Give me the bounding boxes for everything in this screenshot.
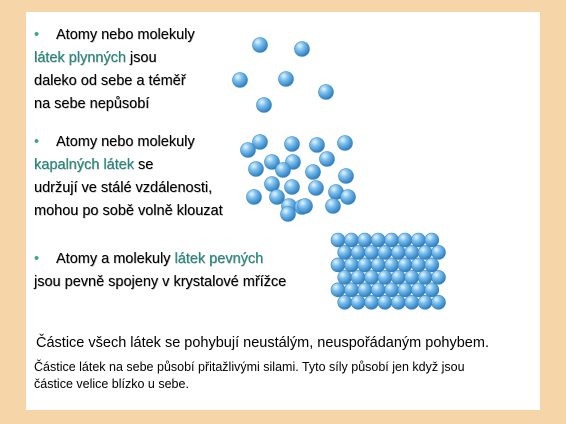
liquid-particle <box>241 143 256 158</box>
liquid-particle <box>276 163 291 178</box>
liquid-particle <box>338 136 353 151</box>
liquid-particle <box>341 190 356 205</box>
gas-particle <box>257 98 272 113</box>
liquid-particle <box>285 180 300 195</box>
liquid-particle <box>281 207 296 222</box>
solid-particle <box>425 233 439 247</box>
liquid-particle <box>309 181 324 196</box>
solid-particle <box>385 258 399 272</box>
solid-particle <box>391 295 405 309</box>
solid-highlight: látek pevných <box>174 251 264 267</box>
liquid-particle <box>298 199 313 214</box>
solid-particle <box>425 258 439 272</box>
solid-particle <box>391 245 405 259</box>
particle-illustrations <box>26 12 540 410</box>
solid-particle <box>385 233 399 247</box>
solid-particle <box>358 258 372 272</box>
solid-particle <box>398 258 412 272</box>
solid-particle <box>405 295 419 309</box>
solid-particle <box>371 233 385 247</box>
bullet-icon: • <box>34 134 40 150</box>
solid-particle <box>378 245 392 259</box>
solid-line-2: jsou pevně spojeny v krystalové mřížce <box>34 274 287 290</box>
summary-text: Částice všech látek se pohybují neustálým, neuspořádaným pohybem. <box>36 335 489 351</box>
solid-particle <box>432 295 446 309</box>
gas-line-2: látek plynných jsou <box>34 50 157 66</box>
solid-particle <box>331 233 345 247</box>
solid-particle <box>391 270 405 284</box>
liquid-particles-diagram <box>241 135 356 222</box>
solid-particle <box>398 283 412 297</box>
gas-highlight: látek plynných <box>34 50 126 66</box>
solid-particle <box>371 258 385 272</box>
liquid-particle <box>247 190 262 205</box>
liquid-particle <box>249 162 264 177</box>
solid-particle <box>411 283 425 297</box>
solid-particle <box>378 295 392 309</box>
gas-particle <box>233 73 248 88</box>
solid-particle <box>411 233 425 247</box>
solid-particle <box>411 258 425 272</box>
solid-particle <box>358 283 372 297</box>
solid-particle <box>418 245 432 259</box>
solid-particle <box>432 270 446 284</box>
gas-particle <box>253 38 268 53</box>
gas-particles-diagram <box>233 38 334 113</box>
liquid-highlight: kapalných látek <box>34 157 134 173</box>
solid-particle <box>418 295 432 309</box>
liquid-particle <box>310 138 325 153</box>
solid-particle <box>365 245 379 259</box>
liquid-line-1: • Atomy nebo molekuly <box>34 131 223 154</box>
note-line-2: částice velice blízko u sebe. <box>34 377 189 391</box>
solid-particle <box>351 245 365 259</box>
solid-lattice-diagram <box>331 233 446 309</box>
gas-line-1: • Atomy nebo molekuly <box>34 24 195 47</box>
solid-particle <box>398 233 412 247</box>
liquid-line-3: udržují ve stálé vzdálenosti, <box>34 180 213 196</box>
solid-particle <box>418 270 432 284</box>
solid-line-1: • Atomy a molekuly látek pevných <box>34 248 286 271</box>
liquid-line-2: kapalných látek se <box>34 157 154 173</box>
liquid-particle <box>285 137 300 152</box>
gas-line-3: daleko od sebe a téměř <box>34 73 186 89</box>
gas-particle <box>279 72 294 87</box>
solid-particle <box>351 270 365 284</box>
solid-particle <box>358 233 372 247</box>
solid-particle <box>331 283 345 297</box>
solid-particle <box>338 295 352 309</box>
solid-particle <box>432 245 446 259</box>
note-line-1: Částice látek na sebe působí přitažlivými silami. Tyto síly působí jen když jsou <box>34 360 465 374</box>
solid-particle <box>338 270 352 284</box>
liquid-particle <box>339 169 354 184</box>
gas-particle <box>295 42 310 57</box>
slide <box>26 12 540 410</box>
solid-particle <box>338 245 352 259</box>
solid-particle <box>344 233 358 247</box>
solid-particle <box>371 283 385 297</box>
bullet-icon: • <box>34 251 40 267</box>
liquid-line-4: mohou po sobě volně klouzat <box>34 203 223 219</box>
gas-line-4: na sebe nepůsobí <box>34 96 150 112</box>
solid-particle <box>405 245 419 259</box>
solid-particle <box>405 270 419 284</box>
liquid-particle <box>306 165 321 180</box>
liquid-particle <box>326 199 341 214</box>
solid-particle <box>365 270 379 284</box>
solid-particle <box>385 283 399 297</box>
solid-particle <box>425 283 439 297</box>
solid-particle <box>365 295 379 309</box>
solid-particle <box>331 258 345 272</box>
gas-particle <box>319 85 334 100</box>
solid-particle <box>378 270 392 284</box>
solid-particle <box>344 258 358 272</box>
solid-particle <box>344 283 358 297</box>
bullet-icon: • <box>34 27 40 43</box>
liquid-particle <box>320 152 335 167</box>
solid-particle <box>351 295 365 309</box>
